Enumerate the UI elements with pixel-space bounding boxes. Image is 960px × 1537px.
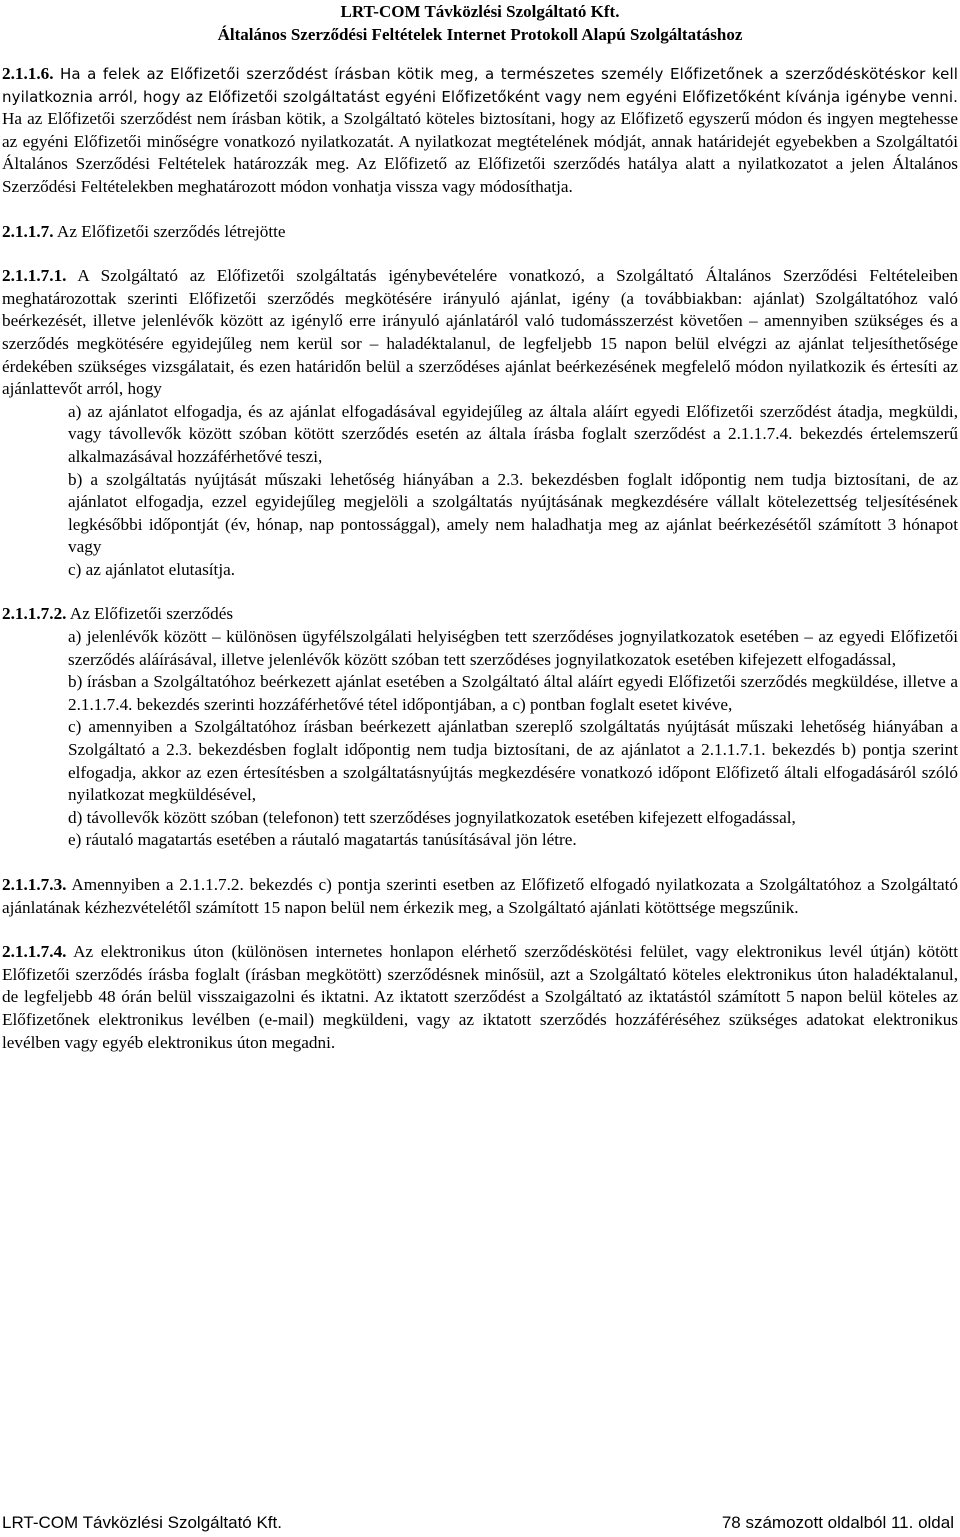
page-footer [2,1512,954,1534]
section-number: 2.1.1.7. [2,221,54,241]
header-doc-title: Általános Szerződési Feltételek Internet Protokoll Alapú Szolgáltatáshoz [217,25,743,44]
page-header [0,0,960,46]
section-title: Az Előfizetői szerződés létrejötte [53,221,286,241]
paragraph-text-sans: Ha a felek az Előfizetői szerződést írásban kötik meg, a természetes személy Előfizetőnek a szerződéskötéskor kell nyilatkoznia arról, hogy az Előfizetői szolgáltatást egyéni Előfizetőként vagy nem egyéni Előfizetőként kívánja igénybe venni. [2,65,958,106]
heading-2-1-1-7 [2,221,958,244]
footer-page-number: 78 számozott oldalból 11. oldal [721,1513,954,1532]
section-number: 2.1.1.7.2. [2,604,67,624]
section-number: 2.1.1.7.4. [2,942,67,962]
paragraph-text: Amennyiben a 2.1.1.7.2. bekezdés c) pontja szerinti esetben az Előfizető elfogadó nyilatkozata a Szolgáltatóhoz a Szolgáltató ajánlatának kézhezvételétől számított 15 napon belül nem érkezik meg, a Szolgáltató ajánlati kötöttsége megszűnik. [2,875,958,917]
paragraph-2-1-1-7-1 [2,265,958,401]
paragraph-text: A Szolgáltató az Előfizetői szolgáltatás igénybevételére vonatkozó, a Szolgáltató Általános Szerződési Feltételeiben meghatározottak szerinti Előfizetői szerződés megkötésére irányuló ajánlat, igény (a továbbiakban: ajánlat) Szolgáltatóhoz való beérkezését, illetve jelenlévők között az igénylő erre irányuló ajánlatáról való tudomásszerzést követően – amennyiben szükséges és a szerződés megkötésére egyidejűleg nem kerül sor – haladéktalanul, de legfeljebb 15 napon belül elvégzi az ajánlat teljesíthetősége érdekében szükséges vizsgálatait, és ezen határidőn belül a szerződéses ajánlat beérkezésének megfelelő módon nyilatkozik és értesíti az ajánlattevőt arról, hogy [2,266,958,399]
document-body [2,63,958,1054]
paragraph-text: Az elektronikus úton (különösen internetes honlapon elérhető szerződéskötési felület, vagy elektronikus levél útján) kötött Előfizetői szerződés írásba foglalt (írásban megkötött) szerződésnek minősül, azt a Szolgáltató köteles elektronikus úton haladéktalanul, de legfeljebb 48 órán belül visszaigazolni és iktatni. Az iktatott szerződést a Szolgáltató az iktatástól számított 5 napon belül köteles az Előfizetőnek elektronikus levélben (e-mail) megküldeni, vagy az iktatott szerződés hozzáféréséhez szükséges adatokat elektronikus levélben vagy egyéb elektronikus úton megadni. [2,942,958,1052]
list-item: a) az ajánlatot elfogadja, és az ajánlat elfogadásával egyidejűleg az általa aláírt egyedi Előfizetői szerződést átadja, megküldi, vagy távollevők között szóban kötött szerződés esetén az általa írásba foglalt szerződést a 2.1.1.7.4. bekezdés értelemszerű alkalmazásával hozzáférhetővé teszi, [68,401,958,466]
section-number: 2.1.1.7.1. [2,266,67,286]
list-item: e) ráutaló magatartás esetében a ráutaló magatartás tanúsításával jön létre. [68,830,577,850]
section-number: 2.1.1.7.3. [2,875,67,894]
paragraph-2-1-1-7-3 [2,874,958,919]
paragraph-2-1-1-7-4 [2,941,958,1054]
list-item: a) jelenlévők között – különösen ügyfélszolgálati helyiségben tett szerződéses jognyilatkozatok esetében – az egyedi Előfizetői szerződés aláírásával, illetve jelenlévők között szóban tett szerződéses jognyilatkozatok esetében kifejezett elfogadással, [68,627,958,669]
paragraph-2-1-1-7-2 [2,603,958,626]
section-number: 2.1.1.6. [2,64,54,83]
list-item: b) írásban a Szolgáltatóhoz beérkezett ajánlat esetében a Szolgáltató által aláírt egyedi Előfizetői szerződés megküldése, illetve a 2.1.1.7.4. bekezdés szerinti hozzáférhetővé tétel időpontjában, a c) pontban foglalt esetet kivéve, [68,672,958,714]
header-company: LRT-COM Távközlési Szolgáltató Kft. [340,2,620,21]
paragraph-text: Az Előfizetői szerződés [66,604,234,624]
list-item: c) amennyiben a Szolgáltatóhoz írásban beérkezett ajánlatban szereplő szolgáltatás nyújtását műszaki lehetőség hiányában a Szolgáltató a 2.3. bekezdésben foglalt időpontig nem tudja biztosítani, de az ajánlatot a 2.1.1.7.1. bekezdés b) pontja szerint elfogadja, akkor az ezen értesítésben a szolgáltatásnyújtás megkezdésére vonatkozó időpont Előfizető általi elfogadásáról szóló nyilatkozat megküldésével, [68,717,958,805]
footer-company: LRT-COM Távközlési Szolgáltató Kft. [2,1513,282,1532]
list-item: b) a szolgáltatás nyújtását műszaki lehetőség hiányában a 2.3. bekezdésben foglalt időpontig nem tudja biztosítani, de az ajánlatot elfogadja, ezzel egyidejűleg megjelöli a szolgáltatás nyújtásának megkezdésére vállalt kötelezettség teljesítésének legkésőbbi időpontját (év, hónap, nap pontossággal), amely nem haladhatja meg az ajánlat beérkezésétől számított 3 hónapot vagy [68,469,958,557]
list-item: d) távollevők között szóban (telefonon) tett szerződéses jognyilatkozatok esetében kifejezett elfogadással, [68,807,796,827]
paragraph-2-1-1-6 [2,63,958,199]
paragraph-text: Ha az Előfizetői szerződést nem írásban kötik, a Szolgáltató köteles biztosítani, hogy az Előfizető egyszerű módon és ingyen megtehesse az egyéni Előfizetői minőségre vonatkozó nyilatkozatát. A nyilatkozat megtételének módját, annak határidejét egyebekben a Szolgáltatói Általános Szerződési Feltételek határozzák meg. Az Előfizető az Előfizetői szerződés hatálya alatt a nyilatkozatot a jelen Általános Szerződési Feltételekben meghatározott módon vonhatja vissza vagy módosíthatja. [2,109,958,196]
list-item: c) az ajánlatot elutasítja. [68,559,236,579]
